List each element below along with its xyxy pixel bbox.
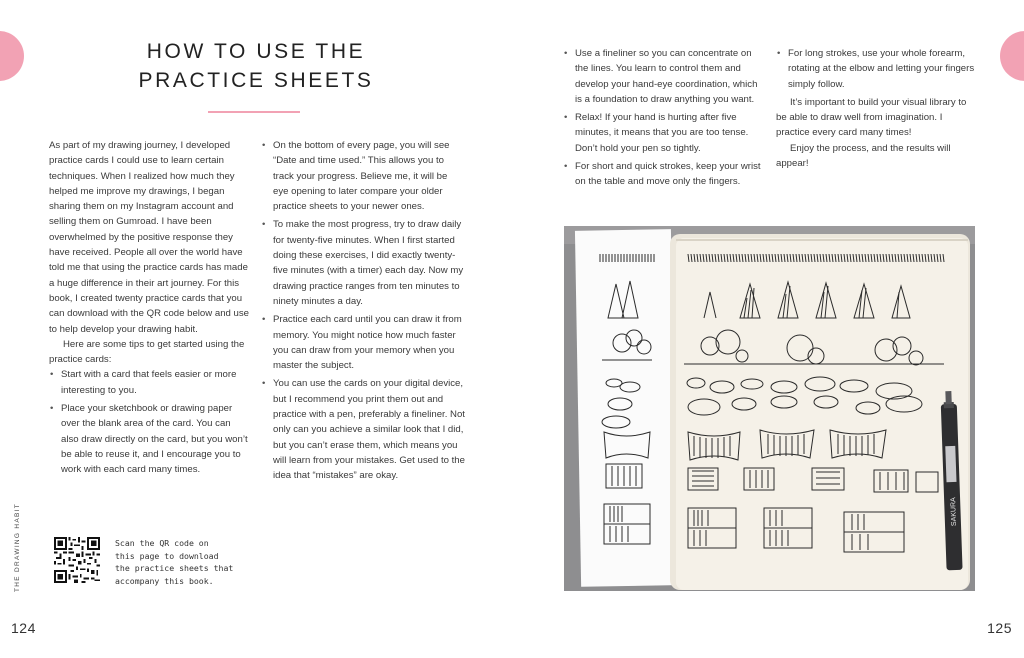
text-column-4 [776, 46, 976, 171]
list-item: • Use a fineliner so you can concentrate on the lines. You learn to control them and develop your hand-eye coordination, which is a foundation to draw anything you want. [563, 46, 763, 107]
title-line-2: PRACTICE SHEETS [138, 69, 374, 92]
list-item: • Relax! If your hand is hurting after five minutes, it means that you are too tense. Don’t hold your pen so tightly. [563, 110, 763, 156]
text-column-3 [563, 46, 763, 193]
list-item: • For long strokes, use your whole forearm, rotating at the elbow and letting your fingers simply follow. [776, 46, 976, 92]
closing-paragraph-2: Enjoy the process, and the results will appear! [776, 142, 951, 170]
list-item: • To make the most progress, try to draw daily for twenty-five minutes. When I first started doing these exercises, I did exactly twenty-five minutes (with a timer) each day. Now my drawing practice ranges from ten minutes to ninety minutes a day. [261, 217, 465, 309]
list-item: • Place your sketchbook or drawing paper over the blank area of the card. You can also draw directly on the card, but you won’t be able to reuse it, and I encourage you to work with each card many times. [49, 401, 250, 477]
sketchbook-photo [564, 226, 975, 591]
chapter-tab-right [1000, 31, 1024, 81]
sketchbook-photo-graphic [564, 226, 975, 591]
tips-list-4 [776, 46, 976, 92]
tips-intro: Here are some tips to get started using the practice cards: [49, 338, 245, 366]
qr-caption: Scan the QR code on this page to download the practice sheets that accompany this book. [115, 538, 234, 586]
tips-list-3 [563, 46, 763, 190]
page-number-left: 124 [11, 620, 36, 636]
closing-paragraph-1: It’s important to build your visual library to be able to draw well from imagination. I practice every card many times! [776, 96, 967, 139]
list-item: • Practice each card until you can draw it from memory. You might notice how much faster you can draw from your memory when you master the subject. [261, 312, 465, 373]
title-line-1: HOW TO USE THE [146, 40, 366, 63]
pen-brand-label: SAKURA [950, 497, 959, 527]
page-number-right: 125 [987, 620, 1012, 636]
list-item: • For short and quick strokes, keep your wrist on the table and move only the fingers. [563, 159, 763, 190]
list-item: • Start with a card that feels easier or more interesting to you. [49, 367, 250, 398]
list-item: • You can use the cards on your digital device, but I recommend you print them out and practice with a pen, preferably a fineliner. Not only can you achieve a similar look that I did, but you can’t erase them, which means you will learn from your mistakes. Get used to the idea that “mistakes” are okay. [261, 376, 465, 483]
intro-paragraph: As part of my drawing journey, I developed practice cards I could use to learn certain techniques. When I realized how much they helped me improve my drawings, I began sharing them on my Instagram account and selling them on Gumroad. I have been overwhelmed by the positive response they have received. People all over the world have told me that using the practice cards has made a huge difference in their art journey. For this book, I created twenty practice cards that you can download with the QR code below and use to help develop your drawing habit. [49, 140, 249, 335]
running-head: THE DRAWING HABIT [14, 502, 21, 592]
list-item: • On the bottom of every page, you will see “Date and time used.” This allows you to track your progress. Believe me, it will be eye opening to later compare your older practice sheets to your newer ones. [261, 138, 465, 214]
